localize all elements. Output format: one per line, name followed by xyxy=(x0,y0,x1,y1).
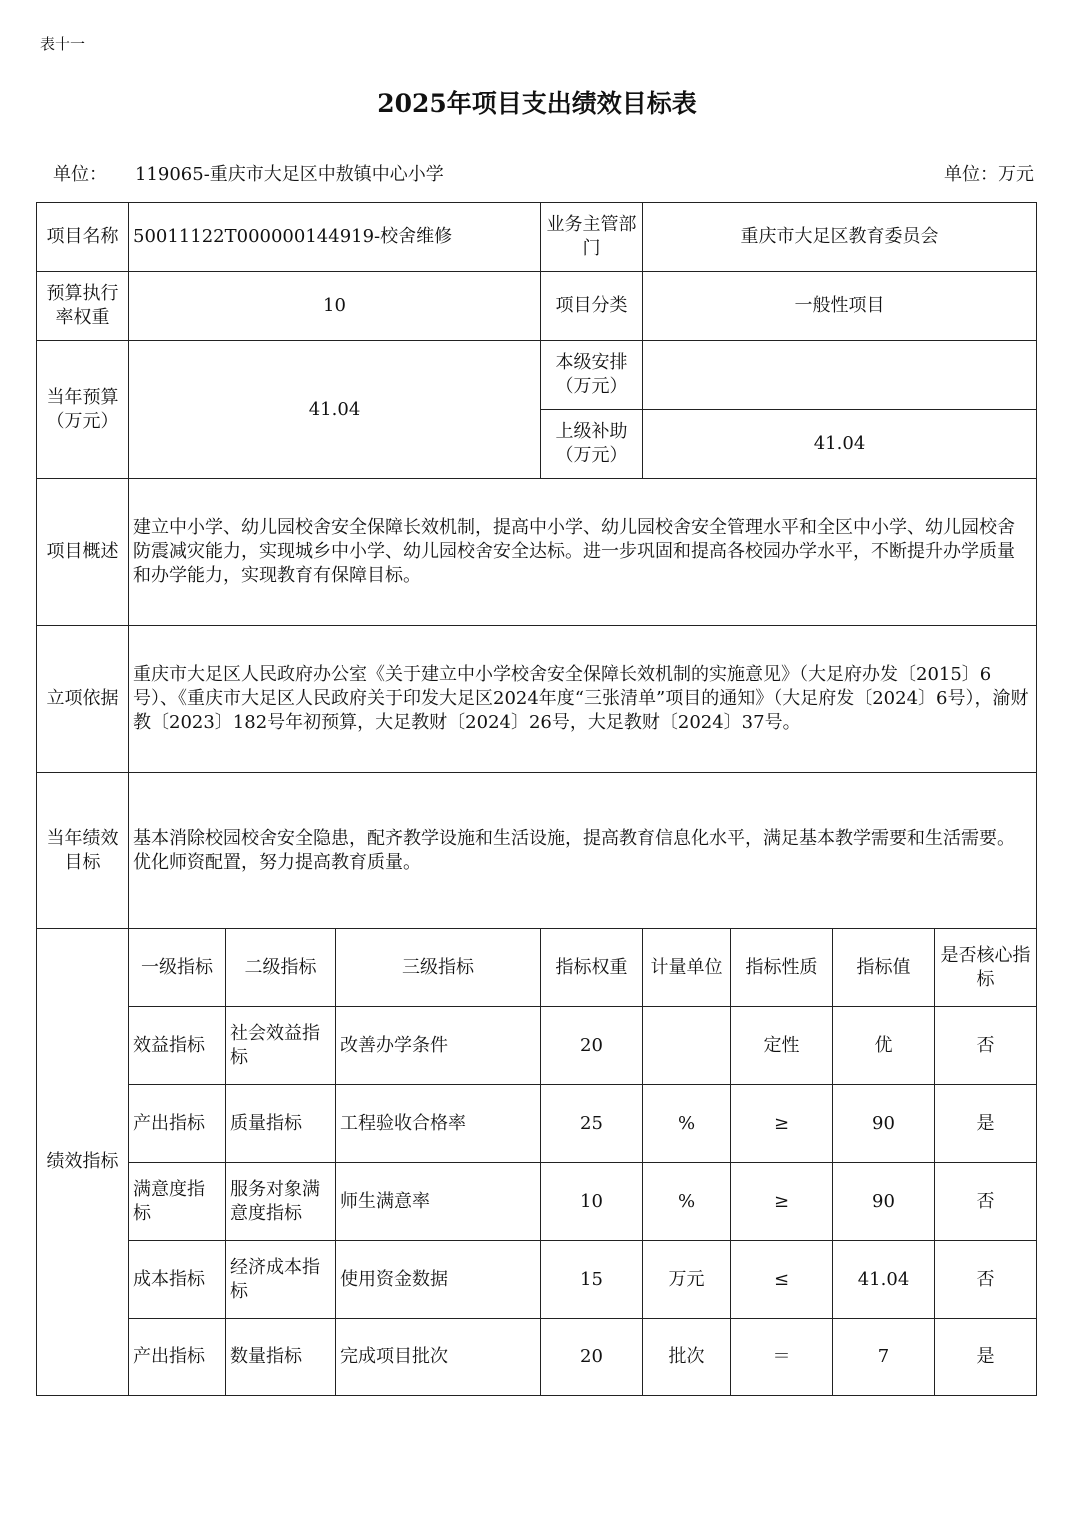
budget-label: 当年预算（万元） xyxy=(37,341,129,479)
category-label: 项目分类 xyxy=(541,272,643,341)
upper-value: 41.04 xyxy=(643,410,1037,479)
level1-cell: 满意度指标 xyxy=(129,1163,226,1241)
budget-value: 41.04 xyxy=(129,341,541,479)
level2-cell: 社会效益指标 xyxy=(226,1007,336,1085)
goal-label: 当年绩效目标 xyxy=(37,773,129,929)
basis-text: 重庆市大足区人民政府办公室《关于建立中小学校舍安全保障长效机制的实施意见》（大足府办发〔2015〕6号）、《重庆市大足区人民政府关于印发大足区2024年度“三张清单”项目的通知》（大足府发〔2024〕6号），渝财教〔2023〕182号年初预算，大足教财〔2024〕26号，大足教财〔2024〕37号。 xyxy=(129,626,1037,773)
unit-cell: 万元 xyxy=(643,1241,731,1319)
value-cell: 7 xyxy=(833,1319,935,1396)
level1-cell: 效益指标 xyxy=(129,1007,226,1085)
table-row xyxy=(37,1085,1037,1163)
indicator-section-label: 绩效指标 xyxy=(37,929,129,1396)
unit-cell: % xyxy=(643,1085,731,1163)
table-row xyxy=(37,1163,1037,1241)
column-header: 指标性质 xyxy=(731,929,833,1007)
performance-table xyxy=(36,202,1037,1396)
value-cell: 41.04 xyxy=(833,1241,935,1319)
upper-label: 上级补助（万元） xyxy=(541,410,643,479)
nature-cell: ≥ xyxy=(731,1163,833,1241)
table-label: 表十一 xyxy=(40,35,86,53)
level3-cell: 工程验收合格率 xyxy=(336,1085,541,1163)
page-title: 2025年项目支出绩效目标表 xyxy=(377,89,697,118)
level1-cell: 成本指标 xyxy=(129,1241,226,1319)
value-cell: 90 xyxy=(833,1085,935,1163)
column-header: 二级指标 xyxy=(226,929,336,1007)
table-row xyxy=(37,1319,1037,1396)
level2-cell: 质量指标 xyxy=(226,1085,336,1163)
level1-cell: 产出指标 xyxy=(129,1319,226,1396)
column-header: 指标权重 xyxy=(541,929,643,1007)
project-name-value: 50011122T000000144919-校舍维修 xyxy=(129,203,541,272)
overview-text: 建立中小学、幼儿园校舍安全保障长效机制，提高中小学、幼儿园校舍安全管理水平和全区中小学、幼儿园校舍防震减灾能力，实现城乡中小学、幼儿园校舍安全达标。进一步巩固和提高各校园办学水平，不断提升办学质量和办学能力，实现教育有保障目标。 xyxy=(129,479,1037,626)
level1-cell: 产出指标 xyxy=(129,1085,226,1163)
weight-label: 预算执行率权重 xyxy=(37,272,129,341)
table-row xyxy=(37,1007,1037,1085)
nature-cell: ≤ xyxy=(731,1241,833,1319)
level2-cell: 数量指标 xyxy=(226,1319,336,1396)
level2-cell: 经济成本指标 xyxy=(226,1241,336,1319)
level3-cell: 师生满意率 xyxy=(336,1163,541,1241)
value-cell: 90 xyxy=(833,1163,935,1241)
nature-cell: ≥ xyxy=(731,1085,833,1163)
level2-cell: 服务对象满意度指标 xyxy=(226,1163,336,1241)
category-value: 一般性项目 xyxy=(643,272,1037,341)
unit-row xyxy=(53,160,444,186)
currency-unit: 单位：万元 xyxy=(944,164,1034,185)
weight-cell: 20 xyxy=(541,1007,643,1085)
local-label: 本级安排（万元） xyxy=(541,341,643,410)
nature-cell: ＝ xyxy=(731,1319,833,1396)
column-header: 计量单位 xyxy=(643,929,731,1007)
weight-cell: 15 xyxy=(541,1241,643,1319)
column-header: 指标值 xyxy=(833,929,935,1007)
dept-label: 业务主管部门 xyxy=(541,203,643,272)
dept-value: 重庆市大足区教育委员会 xyxy=(643,203,1037,272)
column-header: 是否核心指标 xyxy=(935,929,1037,1007)
column-header: 三级指标 xyxy=(336,929,541,1007)
nature-cell: 定性 xyxy=(731,1007,833,1085)
core-cell: 否 xyxy=(935,1007,1037,1085)
column-header: 一级指标 xyxy=(129,929,226,1007)
value-cell: 优 xyxy=(833,1007,935,1085)
level3-cell: 使用资金数据 xyxy=(336,1241,541,1319)
project-name-label: 项目名称 xyxy=(37,203,129,272)
overview-label: 项目概述 xyxy=(37,479,129,626)
unit-label: 单位： xyxy=(53,164,107,185)
unit-cell xyxy=(643,1007,731,1085)
local-value xyxy=(643,341,1037,410)
unit-cell: % xyxy=(643,1163,731,1241)
level3-cell: 完成项目批次 xyxy=(336,1319,541,1396)
core-cell: 否 xyxy=(935,1241,1037,1319)
core-cell: 是 xyxy=(935,1085,1037,1163)
weight-cell: 25 xyxy=(541,1085,643,1163)
table-row xyxy=(37,1241,1037,1319)
core-cell: 是 xyxy=(935,1319,1037,1396)
basis-label: 立项依据 xyxy=(37,626,129,773)
unit-cell: 批次 xyxy=(643,1319,731,1396)
weight-cell: 10 xyxy=(541,1163,643,1241)
weight-value: 10 xyxy=(129,272,541,341)
core-cell: 否 xyxy=(935,1163,1037,1241)
unit-value: 119065-重庆市大足区中敖镇中心小学 xyxy=(135,164,444,185)
goal-text: 基本消除校园校舍安全隐患，配齐教学设施和生活设施，提高教育信息化水平，满足基本教学需要和生活需要。优化师资配置，努力提高教育质量。 xyxy=(129,773,1037,929)
level3-cell: 改善办学条件 xyxy=(336,1007,541,1085)
weight-cell: 20 xyxy=(541,1319,643,1396)
